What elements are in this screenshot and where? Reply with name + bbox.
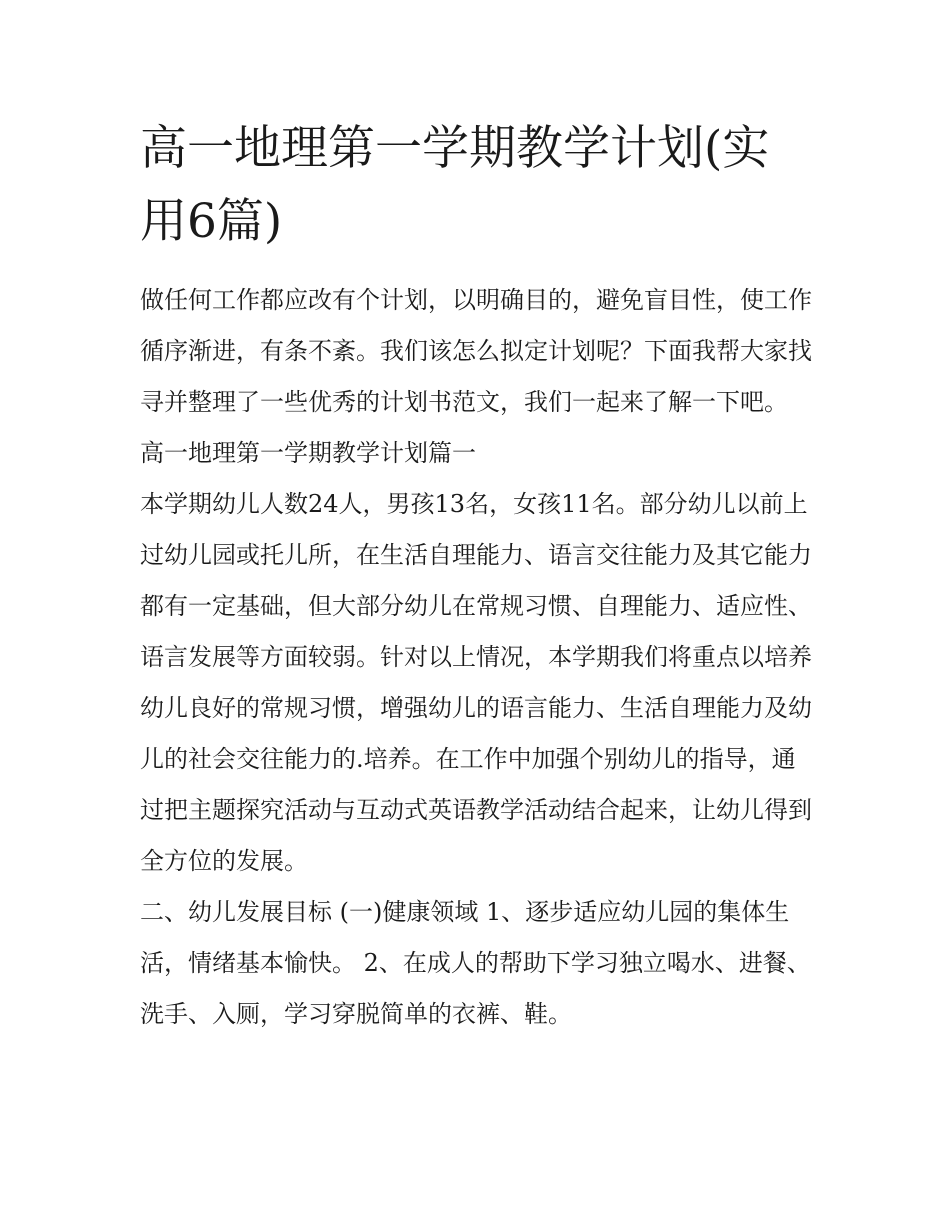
intro-paragraph: 做任何工作都应改有个计划，以明确目的，避免盲目性，使工作循序渐进，有条不紊。我们该怎么拟定计划呢？下面我帮大家找寻并整理了一些优秀的计划书范文，我们一起来了解一下吧。: [140, 286, 812, 416]
section-heading: 高一地理第一学期教学计划篇一: [140, 439, 476, 467]
goals-paragraph: 二、幼儿发展目标 (一)健康领域 1、逐步适应幼儿园的集体生活，情绪基本愉快。 2、在成人的帮助下学习独立喝水、进餐、洗手、入厕，学习穿脱简单的衣裤、鞋。: [140, 898, 811, 1028]
document-page: [140, 112, 815, 1040]
document-title: 高一地理第一学期教学计划(实用6篇): [140, 121, 770, 249]
body-paragraph: 本学期幼儿人数24人，男孩13名，女孩11名。部分幼儿以前上过幼儿园或托儿所，在生活自理能力、语言交往能力及其它能力都有一定基础，但大部分幼儿在常规习惯、自理能力、适应性、语言发展等方面较弱。针对以上情况，本学期我们将重点以培养幼儿良好的常规习惯，增强幼儿的语言能力、生活自理能力及幼儿的社会交往能力的.培养。在工作中加强个别幼儿的指导，通过把主题探究活动与互动式英语教学活动结合起来，让幼儿得到全方位的发展。: [140, 490, 812, 875]
